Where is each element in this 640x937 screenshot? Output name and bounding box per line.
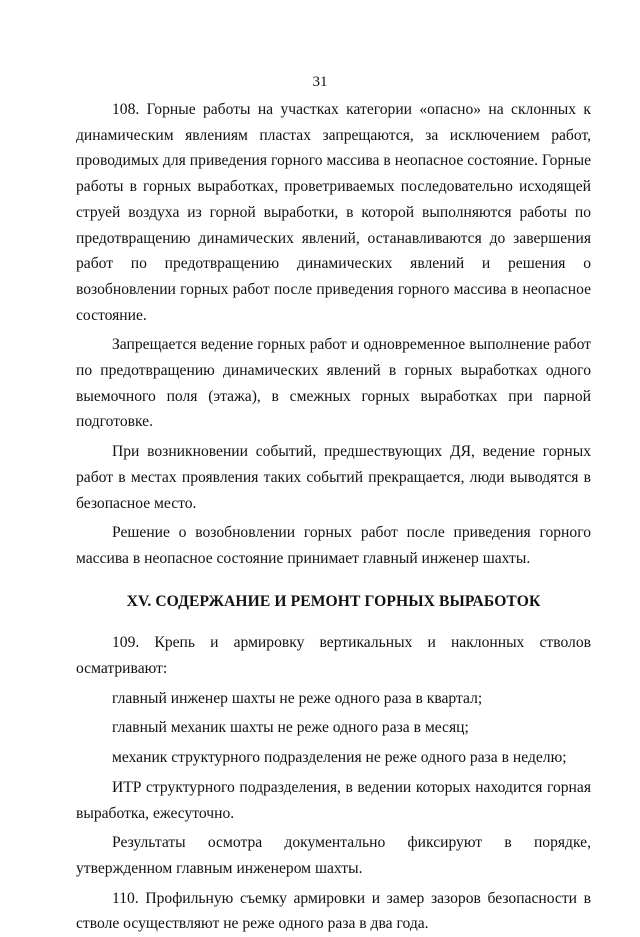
- section-heading: XV. СОДЕРЖАНИЕ И РЕМОНТ ГОРНЫХ ВЫРАБОТОК: [126, 592, 541, 610]
- list-item-unit-mechanic: механик структурного подразделения не реже одного раза в неделю;: [112, 749, 567, 767]
- paragraph-110: 110. Профильную съемку армировки и замер зазоров безопасности в стволе осуществляют не реже одного раза в два года.: [76, 889, 591, 933]
- list-item-itr: ИТР структурного подразделения, в ведении которых находится горная выработка, ежесуточно.: [76, 778, 591, 822]
- paragraph-results: Результаты осмотра документально фиксируют в порядке, утвержденном главным инженером шахты.: [76, 834, 591, 877]
- page-number: 31: [312, 74, 328, 90]
- paragraph-prohibition: Запрещается ведение горных работ и одновременное выполнение работ по предотвращению динамических явлений в горных выработках одного выемочного поля (этажа), в смежных горных выработках при парной подготовке.: [76, 336, 591, 431]
- document-body: [76, 97, 591, 937]
- paragraph-decision: Решение о возобновлении горных работ после приведения горного массива в неопасное состояние принимает главный инженер шахты.: [76, 524, 591, 567]
- list-item-chief-engineer: главный инженер шахты не реже одного раза в квартал;: [112, 689, 483, 707]
- paragraph-events: При возникновении событий, предшествующих ДЯ, ведение горных работ в местах проявления таких событий прекращается, люди выводятся в безопасное место.: [76, 443, 591, 512]
- paragraph-109: 109. Крепь и армировку вертикальных и наклонных стволов осматривают:: [76, 634, 591, 678]
- paragraph-108: 108. Горные работы на участках категории «опасно» на склонных к динамическим явлениям пластах запрещаются, за исключением работ, проводимых для приведения горного массива в неопасное состояние. Горные работы в горных выработках, проветриваемых последовательно исходящей струей воздуха из горной выработки, в которой выполняются работы по предотвращению динамических явлений, останавливаются до завершения работ по предотвращению динамических явлений и решения о возобновлении горных работ после приведения горного массива в неопасное состояние.: [76, 101, 591, 324]
- list-item-chief-mechanic: главный механик шахты не реже одного раза в месяц;: [112, 719, 469, 737]
